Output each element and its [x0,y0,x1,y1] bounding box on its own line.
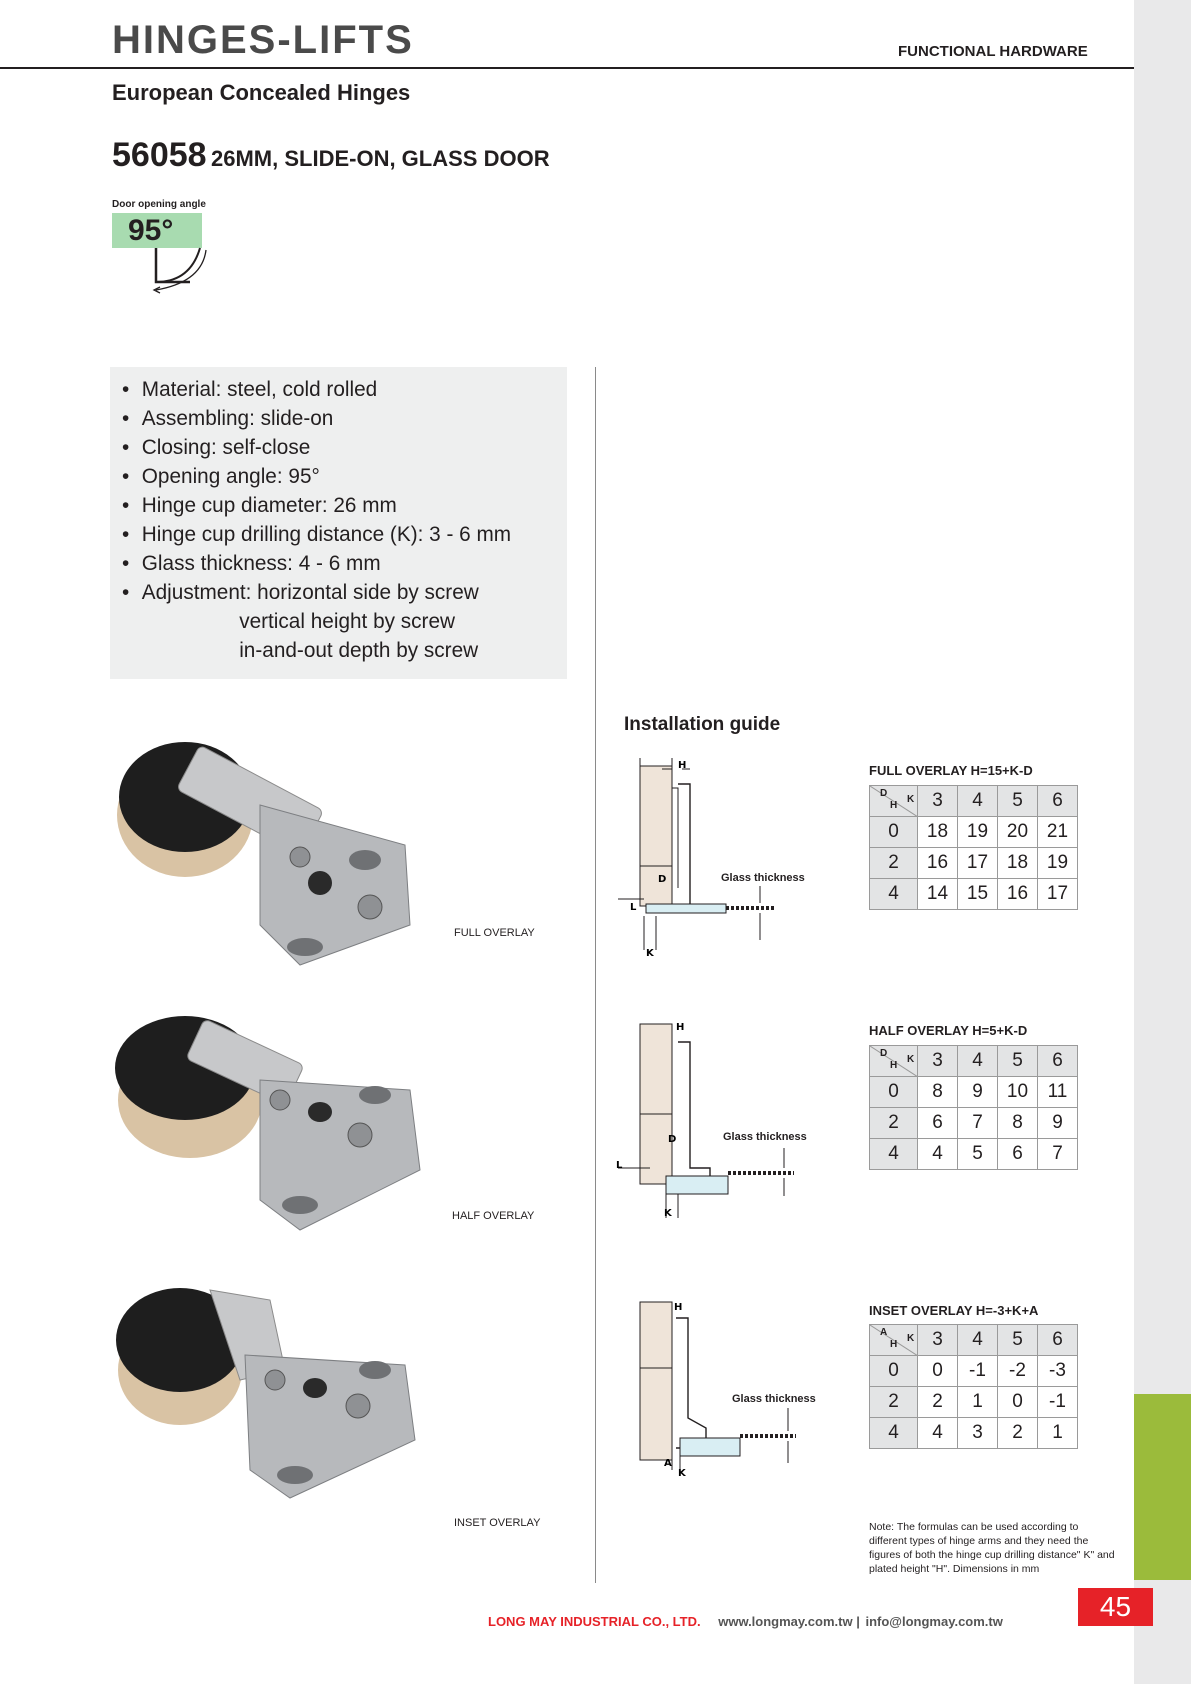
email-link[interactable]: info@longmay.com.tw [865,1614,1003,1629]
spec-item: • Hinge cup diameter: 26 mm [122,494,397,517]
spec-item: • Assembling: slide-on [122,407,334,430]
spec-item: • Hinge cup drilling distance (K): 3 - 6 mm [122,523,512,546]
door-angle-icon [150,246,212,294]
column-divider [595,367,596,1583]
table-header-cell: 6 [1038,786,1078,817]
footer-separator: | [856,1614,860,1629]
table-row: 0 8 9 10 11 [870,1077,1078,1108]
table-full-overlay [869,785,1078,910]
image-caption-inset: INSET OVERLAY [454,1517,541,1529]
table-header-cell: 4 [958,1325,998,1356]
hinge-photo-inset-overlay [110,1270,430,1510]
table-header-cell: 4 [958,786,998,817]
label-h: H [674,1302,683,1313]
spec-continuation: vertical height by screw [239,610,456,633]
category-label: FUNCTIONAL HARDWARE [898,43,1088,60]
glass-thickness-label: Glass thickness [723,1131,807,1143]
angle-label: Door opening angle [112,199,206,210]
table-header-cell: 3 [918,1325,958,1356]
glass-thickness-label: Glass thickness [732,1393,816,1405]
label-h: H [678,760,687,771]
table-half-overlay [869,1045,1078,1170]
hinge-photo-half-overlay [110,1000,430,1240]
table-row: 4 4 5 6 7 [870,1139,1078,1170]
model-line [112,136,550,175]
hinge-photo-full-overlay [110,725,430,980]
table-header-cell: 4 [958,1046,998,1077]
website-link[interactable]: www.longmay.com.tw [718,1614,853,1629]
subtitle: European Concealed Hinges [112,80,411,105]
table-header-cell: 3 [918,1046,958,1077]
angle-badge: 95° [112,213,202,248]
label-h: H [676,1022,685,1033]
table-header-cell: 6 [1038,1325,1078,1356]
header-rule [0,67,1134,69]
table-title-full: FULL OVERLAY H=15+K-D [869,763,1033,778]
spec-item: • Glass thickness: 4 - 6 mm [122,552,381,575]
table-row: 4 4 3 2 1 [870,1418,1078,1449]
label-k: K [678,1468,686,1479]
spec-item: • Material: steel, cold rolled [122,378,378,401]
spec-box [110,367,567,679]
table-row: 0 18 19 20 21 [870,817,1078,848]
table-title-half: HALF OVERLAY H=5+K-D [869,1023,1028,1038]
table-row: 2 16 17 18 19 [870,848,1078,879]
table-row: 2 2 1 0 -1 [870,1387,1078,1418]
install-diagram-full-overlay [610,758,810,958]
page-number: 45 [1078,1588,1153,1626]
spec-item: • Closing: self-close [122,436,311,459]
table-header-cell: 6 [1038,1046,1078,1077]
footnote: Note: The formulas can be used according to different types of hinge arms and they need the figures of both the hinge cup drilling distance" K" and plated height "H". Dimensions in mm [869,1521,1115,1575]
label-d: D [668,1134,677,1145]
installation-guide-title: Installation guide [624,714,781,735]
table-corner: A H K [870,1325,918,1356]
table-inset-overlay [869,1324,1078,1449]
spec-item: • Adjustment: horizontal side by screw [122,581,479,604]
glass-thickness-label: Glass thickness [721,872,805,884]
model-description: 26MM, SLIDE-ON, GLASS DOOR [211,146,550,171]
spec-continuation: in-and-out depth by screw [239,639,479,662]
label-l: L [616,1160,623,1171]
table-corner: D H K [870,1046,918,1077]
image-caption-full: FULL OVERLAY [454,927,535,939]
image-caption-half: HALF OVERLAY [452,1210,535,1222]
model-number: 56058 [112,136,207,174]
install-diagram-half-overlay [610,1018,810,1218]
label-k: K [664,1208,672,1218]
table-row: 2 6 7 8 9 [870,1108,1078,1139]
label-d: D [658,874,667,885]
spec-item: • Opening angle: 95° [122,465,320,488]
page-title: HINGES-LIFTS [112,18,414,62]
table-header-cell: 5 [998,1325,1038,1356]
table-corner: D H K [870,786,918,817]
company-name: LONG MAY INDUSTRIAL CO., LTD. [488,1614,701,1629]
table-header-cell: 3 [918,786,958,817]
side-green-tab [1134,1394,1191,1580]
label-k: K [646,948,654,958]
footer [488,1614,1003,1629]
table-title-inset: INSET OVERLAY H=-3+K+A [869,1303,1039,1318]
table-row: 0 0 -1 -2 -3 [870,1356,1078,1387]
table-row: 4 14 15 16 17 [870,879,1078,910]
table-header-cell: 5 [998,786,1038,817]
table-header-cell: 5 [998,1046,1038,1077]
label-l: L [630,902,637,913]
label-a: A [664,1458,672,1469]
